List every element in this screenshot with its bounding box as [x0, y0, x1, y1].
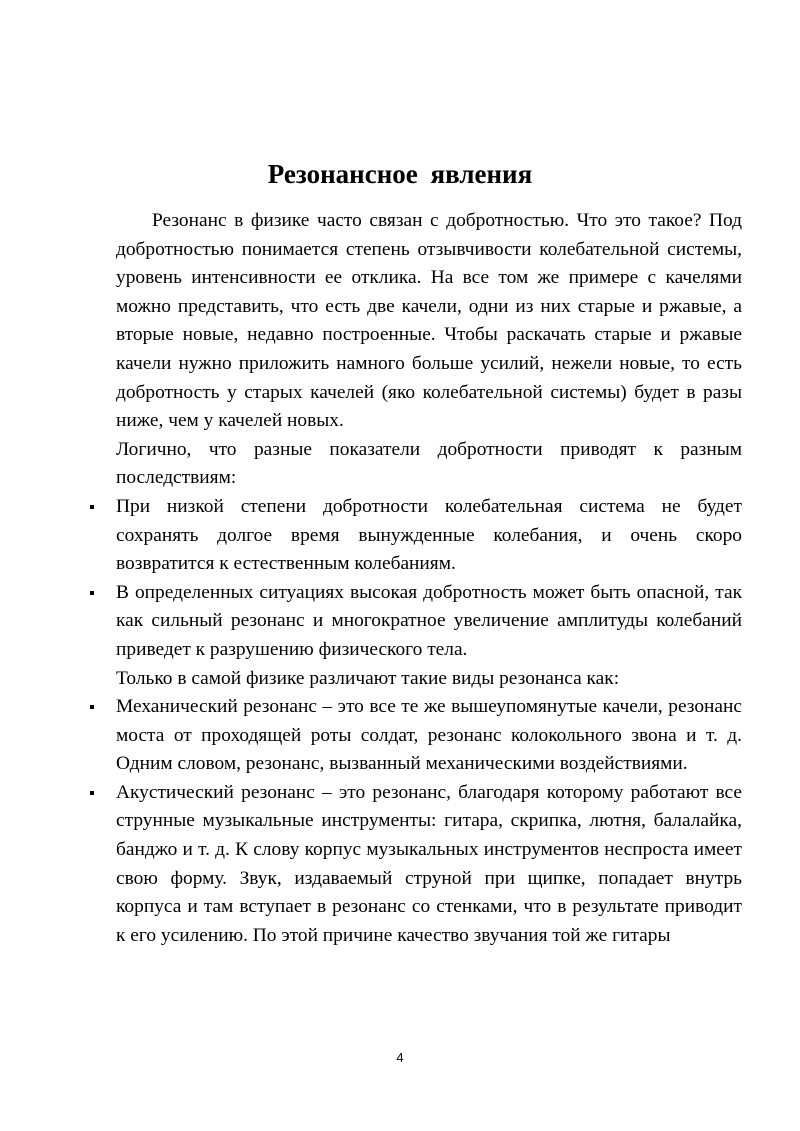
bullet-icon — [90, 505, 94, 509]
paragraph-resonance-types-intro: Только в самой физике различают такие виды резонанса как: — [116, 667, 620, 689]
bullet-icon — [90, 591, 94, 595]
document-body — [116, 207, 742, 950]
list-item-mechanical-resonance — [116, 693, 742, 779]
list-item-text: При низкой степени добротности колебательная система не будет сохранять долгое время вынужденные колебания, и очень скоро возвратится к естественным колебаниям. — [116, 495, 742, 575]
paragraph-consequences-intro: Логично, что разные показатели добротности приводят к разным последствиям: — [116, 438, 742, 489]
list-item-text: В определенных ситуациях высокая добротность может быть опасной, так как сильный резонанс и многократное увеличение амплитуды колебаний приведет к разрушению физического тела. — [116, 581, 742, 660]
bullet-icon — [90, 705, 94, 709]
bullet-icon — [90, 791, 94, 795]
list-item-text: Механический резонанс – это все те же вышеупомянутые качели, резонанс моста от проходящей роты солдат, резонанс колокольного звона и т. д. Одним словом, резонанс, вызванный механическими воздействиями. — [116, 696, 742, 775]
page-title: Резонансное явления — [267, 159, 533, 189]
list-item-low-quality — [116, 493, 742, 579]
page-number: 4 — [396, 1050, 404, 1065]
list-item-text: Акустический резонанс – это резонанс, благодаря которому работают все струнные музыкальные инструменты: гитара, скрипка, лютня, балалайка, банджо и т. д. К слову корпус музыкальных инструментов неспроста имеет свою форму. Звук, издаваемый струной при щипке, попадает внутрь корпуса и там вступает в резонанс со стенками, что в результате приводит к его усилению. По этой причине качество звучания той же гитары — [116, 781, 742, 946]
list-item-acoustic-resonance — [116, 779, 742, 951]
list-item-high-quality — [116, 579, 742, 665]
paragraph-quality-factor: Резонанс в физике часто связан с добротностью. Что это такое? Под добротностью понимается степень отзывчивости колебательной системы, уровень интенсивности ее отклика. На все том же примере с качелями можно представить, что есть две качели, одни из них старые и ржавые, а вторые новые, недавно построенные. Чтобы раскачать старые и ржавые качели нужно приложить намного больше усилий, нежели новые, то есть добротность у старых качелей (яко колебательной системы) будет в разы ниже, чем у качелей новых. — [116, 210, 742, 432]
